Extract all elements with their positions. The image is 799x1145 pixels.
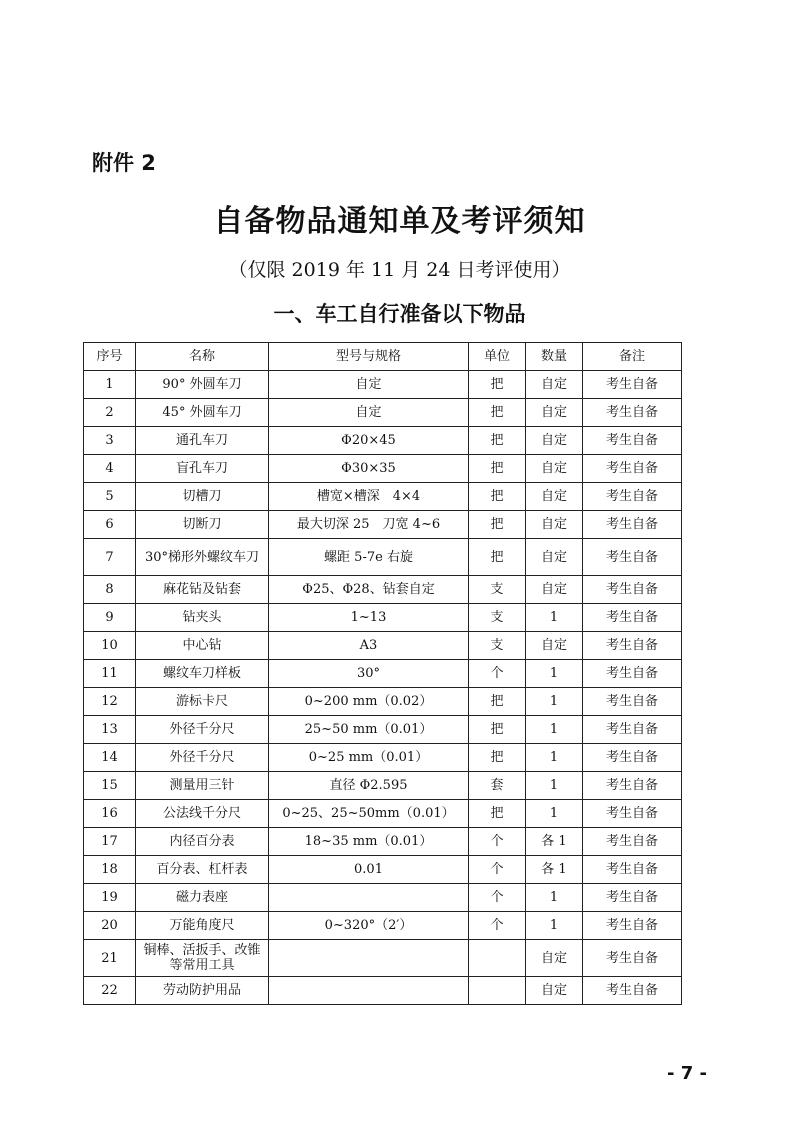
table-row — [84, 977, 682, 1005]
table-cell: 百分表、杠杆表 — [136, 856, 269, 884]
header-cell: 序号 — [84, 343, 136, 371]
table-row — [84, 800, 682, 828]
table-cell: 把 — [469, 539, 526, 576]
table-cell: 20 — [84, 912, 136, 940]
table-cell: 把 — [469, 688, 526, 716]
table-cell: 13 — [84, 716, 136, 744]
table-cell: 考生自备 — [583, 688, 682, 716]
table-cell: 1 — [526, 716, 583, 744]
table-row — [84, 371, 682, 399]
table-cell: 把 — [469, 455, 526, 483]
header-cell: 数量 — [526, 343, 583, 371]
table-cell: 0~25 mm（0.01） — [269, 744, 469, 772]
table-cell: 0~25、25~50mm（0.01） — [269, 800, 469, 828]
table-cell: 把 — [469, 716, 526, 744]
table-cell: 自定 — [526, 427, 583, 455]
attachment-label: 附件 2 — [92, 151, 156, 175]
table-body — [84, 371, 682, 1005]
table-cell: 考生自备 — [583, 604, 682, 632]
table-cell: 自定 — [269, 399, 469, 427]
table-row — [84, 884, 682, 912]
table-cell: 25~50 mm（0.01） — [269, 716, 469, 744]
table-row — [84, 455, 682, 483]
table-cell: 30° — [269, 660, 469, 688]
table-cell: 自定 — [526, 940, 583, 977]
table-cell: 个 — [469, 912, 526, 940]
table-cell: 考生自备 — [583, 912, 682, 940]
table-cell: 考生自备 — [583, 632, 682, 660]
table-cell: 22 — [84, 977, 136, 1005]
table-cell: 外径千分尺 — [136, 716, 269, 744]
table-cell: 个 — [469, 660, 526, 688]
table-cell: 个 — [469, 828, 526, 856]
table-cell: 把 — [469, 744, 526, 772]
table-cell: 考生自备 — [583, 856, 682, 884]
table-cell: 1 — [526, 772, 583, 800]
table-cell: 钻夹头 — [136, 604, 269, 632]
table-cell: 自定 — [526, 977, 583, 1005]
table-cell: 各 1 — [526, 828, 583, 856]
table-cell: 自定 — [526, 539, 583, 576]
table-cell: 3 — [84, 427, 136, 455]
table-cell: 12 — [84, 688, 136, 716]
table-cell: 2 — [84, 399, 136, 427]
table-cell: 把 — [469, 800, 526, 828]
table-cell: 19 — [84, 884, 136, 912]
table-cell: 考生自备 — [583, 539, 682, 576]
table-cell — [269, 884, 469, 912]
table-cell: 螺距 5-7e 右旋 — [269, 539, 469, 576]
table-cell: 30°梯形外螺纹车刀 — [136, 539, 269, 576]
table-row — [84, 427, 682, 455]
table-cell: 内径百分表 — [136, 828, 269, 856]
table-cell — [269, 977, 469, 1005]
table-cell: 90° 外圆车刀 — [136, 371, 269, 399]
document-title: 自备物品通知单及考评须知 — [213, 204, 586, 239]
table-cell: 支 — [469, 576, 526, 604]
header-cell: 型号与规格 — [269, 343, 469, 371]
table-cell: 0.01 — [269, 856, 469, 884]
table-cell: 1 — [526, 800, 583, 828]
table-cell: 1 — [526, 688, 583, 716]
table-cell: 0~200 mm（0.02） — [269, 688, 469, 716]
table-row — [84, 856, 682, 884]
table-header-row — [84, 343, 682, 371]
table-cell: 切槽刀 — [136, 483, 269, 511]
table-cell: 考生自备 — [583, 660, 682, 688]
table-cell: 中心钻 — [136, 632, 269, 660]
table-cell: 个 — [469, 856, 526, 884]
table-cell — [469, 940, 526, 977]
table-cell: 1 — [526, 604, 583, 632]
table-cell: 考生自备 — [583, 576, 682, 604]
table-cell: 万能角度尺 — [136, 912, 269, 940]
table-cell: 考生自备 — [583, 716, 682, 744]
header-cell: 名称 — [136, 343, 269, 371]
table-cell: 通孔车刀 — [136, 427, 269, 455]
table-row — [84, 483, 682, 511]
table-cell: 8 — [84, 576, 136, 604]
table-cell: 把 — [469, 511, 526, 539]
document-subtitle: （仅限 2019 年 11 月 24 日考评使用） — [228, 259, 571, 281]
table-cell: 考生自备 — [583, 828, 682, 856]
table-cell: 测量用三针 — [136, 772, 269, 800]
table-cell: 11 — [84, 660, 136, 688]
table-cell: 1 — [526, 744, 583, 772]
table-row — [84, 828, 682, 856]
section-title: 一、车工自行准备以下物品 — [273, 302, 526, 326]
table-cell: 1 — [526, 912, 583, 940]
table-cell: 15 — [84, 772, 136, 800]
table-row — [84, 744, 682, 772]
table-cell: 1 — [526, 660, 583, 688]
table-cell: 考生自备 — [583, 744, 682, 772]
table-cell: 45° 外圆车刀 — [136, 399, 269, 427]
table-cell: 螺纹车刀样板 — [136, 660, 269, 688]
table-cell: 公法线千分尺 — [136, 800, 269, 828]
table-cell: 自定 — [269, 371, 469, 399]
table-row — [84, 399, 682, 427]
table-cell: 切断刀 — [136, 511, 269, 539]
table-cell: 18~35 mm（0.01） — [269, 828, 469, 856]
table-cell: 1 — [84, 371, 136, 399]
table-cell: 直径 Φ2.595 — [269, 772, 469, 800]
table-row — [84, 688, 682, 716]
table-cell: 自定 — [526, 576, 583, 604]
table-cell: Φ30×35 — [269, 455, 469, 483]
table-cell: 最大切深 25 刀宽 4~6 — [269, 511, 469, 539]
table-cell: 外径千分尺 — [136, 744, 269, 772]
table-row — [84, 511, 682, 539]
table-cell: 自定 — [526, 399, 583, 427]
table-row — [84, 716, 682, 744]
table-cell: 自定 — [526, 511, 583, 539]
table-cell: 4 — [84, 455, 136, 483]
table-row — [84, 604, 682, 632]
table-cell: 把 — [469, 483, 526, 511]
table-cell: 17 — [84, 828, 136, 856]
table-cell: 自定 — [526, 371, 583, 399]
table-cell — [269, 940, 469, 977]
table-cell: 考生自备 — [583, 940, 682, 977]
table-cell: Φ20×45 — [269, 427, 469, 455]
table-cell: 麻花钻及钻套 — [136, 576, 269, 604]
table-cell: 磁力表座 — [136, 884, 269, 912]
table-cell: 个 — [469, 884, 526, 912]
table-cell: A3 — [269, 632, 469, 660]
table-cell: 考生自备 — [583, 884, 682, 912]
table-cell — [469, 977, 526, 1005]
table-row — [84, 632, 682, 660]
table-cell: 把 — [469, 399, 526, 427]
table-cell: 21 — [84, 940, 136, 977]
table-cell: 铜棒、活扳手、改锥等常用工具 — [136, 940, 269, 977]
table-cell: 1~13 — [269, 604, 469, 632]
table-cell: 9 — [84, 604, 136, 632]
table-cell: 各 1 — [526, 856, 583, 884]
table-cell: 自定 — [526, 483, 583, 511]
table-cell: 考生自备 — [583, 455, 682, 483]
table-row — [84, 772, 682, 800]
table-cell: 考生自备 — [583, 371, 682, 399]
table-cell: 考生自备 — [583, 427, 682, 455]
table-cell: 考生自备 — [583, 800, 682, 828]
table-cell: 支 — [469, 604, 526, 632]
table-cell: 劳动防护用品 — [136, 977, 269, 1005]
table-cell: 0~320°（2′） — [269, 912, 469, 940]
header-cell: 备注 — [583, 343, 682, 371]
table-cell: 考生自备 — [583, 772, 682, 800]
table-row — [84, 940, 682, 977]
table-row — [84, 539, 682, 576]
table-cell: 考生自备 — [583, 483, 682, 511]
table-cell: 槽宽×槽深 4×4 — [269, 483, 469, 511]
table-cell: 10 — [84, 632, 136, 660]
table-row — [84, 660, 682, 688]
table-cell: 把 — [469, 427, 526, 455]
table-cell: 考生自备 — [583, 511, 682, 539]
table-cell: 5 — [84, 483, 136, 511]
table-cell: 游标卡尺 — [136, 688, 269, 716]
items-table — [83, 342, 682, 1005]
table-cell: 1 — [526, 884, 583, 912]
header-cell: 单位 — [469, 343, 526, 371]
table-cell: 自定 — [526, 455, 583, 483]
table-cell: 14 — [84, 744, 136, 772]
table-cell: 支 — [469, 632, 526, 660]
table-cell: Φ25、Φ28、钻套自定 — [269, 576, 469, 604]
table-cell: 考生自备 — [583, 399, 682, 427]
table-cell: 盲孔车刀 — [136, 455, 269, 483]
table-cell: 把 — [469, 371, 526, 399]
table-cell: 考生自备 — [583, 977, 682, 1005]
page-number: - 7 - — [667, 1063, 707, 1084]
table-cell: 自定 — [526, 632, 583, 660]
table-row — [84, 912, 682, 940]
table-cell: 7 — [84, 539, 136, 576]
table-row — [84, 576, 682, 604]
table-cell: 套 — [469, 772, 526, 800]
table-cell: 18 — [84, 856, 136, 884]
table-cell: 16 — [84, 800, 136, 828]
table-cell: 6 — [84, 511, 136, 539]
